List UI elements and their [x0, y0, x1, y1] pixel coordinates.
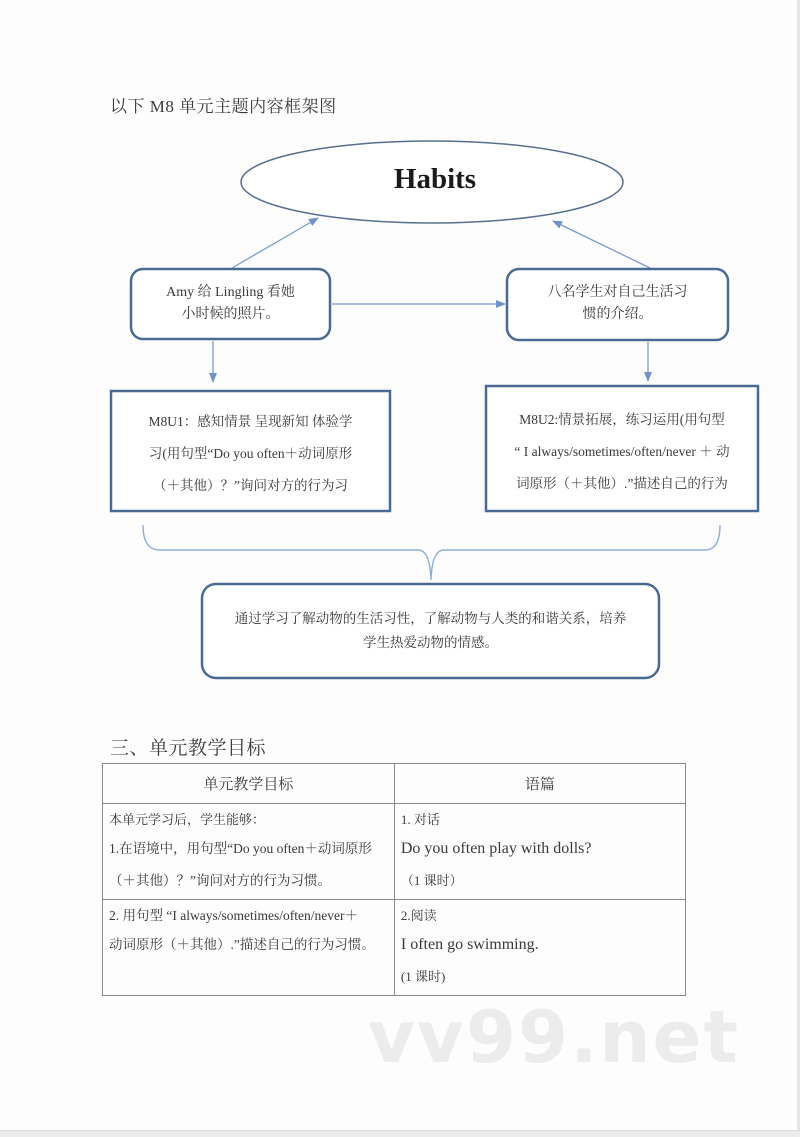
brace [143, 525, 720, 580]
text-line: I often go swimming. [400, 936, 539, 953]
box-m8u2-text [486, 404, 758, 500]
box-m8u2-line3: 词原形（＋其他）.”描述自己的行为 [516, 476, 728, 491]
goals-table [102, 763, 686, 996]
text-line: （1 课时） [400, 873, 463, 888]
goal-line: 1.在语境中，用句型“Do you often＋动词原形 [109, 841, 372, 856]
table-header-row [103, 764, 686, 804]
goal-line: 本单元学习后，学生能够： [109, 812, 266, 827]
text-line: Do you often play with dolls? [400, 840, 592, 857]
arrow-right-to-ellipse [553, 221, 650, 268]
box-amy-text [131, 282, 330, 326]
header-texts: 语篇 [394, 764, 685, 804]
page-edge-bottom [0, 1130, 800, 1137]
table-row [103, 804, 686, 900]
box-eight-line2: 惯的介绍。 [582, 307, 653, 322]
box-summary-line1: 通过学习了解动物的生活习性，了解动物与人类的和谐关系，培养 [234, 611, 627, 626]
text-cell [394, 804, 685, 900]
box-summary-line2: 学生热爱动物的情感。 [363, 635, 498, 650]
box-eight-students-text [507, 282, 728, 326]
header-goals: 单元教学目标 [103, 764, 395, 804]
box-m8u1-line1: M8U1：感知情景 呈现新知 体验学 [148, 414, 353, 429]
text-line: 1. 对话 [400, 812, 440, 827]
box-m8u1-line3: （＋其他）？”询问对方的行为习 [153, 478, 348, 493]
box-eight-line1: 八名学生对自己生活习 [547, 285, 688, 300]
box-m8u1-line2: 习(用句型“Do you often＋动词原形 [148, 446, 353, 461]
goal-cell [103, 900, 395, 996]
arrow-left-to-ellipse [232, 218, 318, 268]
box-m8u2-line1: M8U2:情景拓展，练习运用(用句型 [519, 412, 725, 427]
section-title-framework: 以下 M8 单元主题内容框架图 [110, 97, 337, 116]
box-amy-line1: Amy 给 Lingling 看她 [166, 285, 295, 300]
habits-title: Habits [393, 163, 477, 195]
goal-line: 2. 用句型 “I always/sometimes/often/never＋ [109, 908, 358, 923]
goal-line: 动词原形（＋其他）.”描述自己的行为习惯。 [109, 937, 375, 952]
box-m8u1-text [111, 406, 390, 502]
box-m8u2-line2: “ I always/sometimes/often/never ＋ 动 [514, 444, 730, 459]
text-cell [394, 900, 685, 996]
box-amy-line2: 小时候的照片。 [181, 307, 280, 322]
goal-line [109, 961, 388, 993]
watermark: vv99.net [368, 995, 740, 1079]
box-summary-text [202, 607, 659, 655]
goal-cell [103, 804, 395, 900]
text-line: 2.阅读 [400, 908, 437, 923]
table-row [103, 900, 686, 996]
goal-line: （＋其他）？”询问对方的行为习惯。 [109, 873, 331, 888]
section-title-goals: 三、单元教学目标 [110, 738, 267, 759]
text-line: (1 课时) [400, 969, 446, 984]
